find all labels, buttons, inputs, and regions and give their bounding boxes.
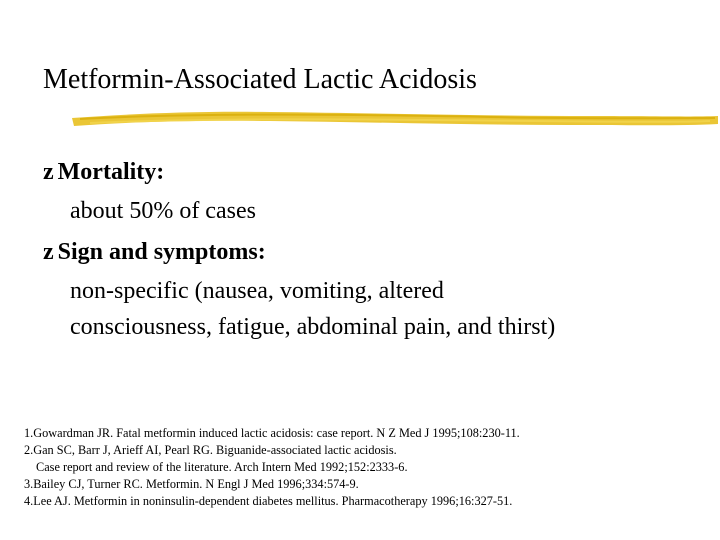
bullet-marker-icon: z bbox=[43, 159, 54, 185]
bullet-label: Mortality: bbox=[57, 159, 165, 185]
bullet-text-line: non-specific (nausea, vomiting, altered bbox=[70, 278, 444, 304]
bullet-label: Sign and symptoms: bbox=[57, 239, 266, 265]
slide-title: Metformin-Associated Lactic Acidosis bbox=[43, 64, 477, 95]
reference-item: 1.Gowardman JR. Fatal metformin induced lactic acidosis: case report. N Z Med J 1995;108:230-11. bbox=[24, 426, 520, 440]
reference-item: 4.Lee AJ. Metformin in noninsulin-dependent diabetes mellitus. Pharmacotherapy 1996;16:327-51. bbox=[24, 494, 513, 508]
title-underline-decoration bbox=[70, 104, 720, 130]
reference-item: 3.Bailey CJ, Turner RC. Metformin. N Engl J Med 1996;334:574-9. bbox=[24, 477, 359, 491]
bullet-mortality bbox=[43, 157, 164, 187]
bullet-symptoms bbox=[43, 237, 266, 267]
bullet-text-line: about 50% of cases bbox=[70, 198, 256, 224]
references bbox=[24, 425, 520, 510]
reference-item: 2.Gan SC, Barr J, Arieff AI, Pearl RG. Biguanide-associated lactic acidosis. bbox=[24, 443, 397, 457]
bullet-marker-icon: z bbox=[43, 239, 54, 265]
reference-item-continuation: Case report and review of the literature. Arch Intern Med 1992;152:2333-6. bbox=[36, 460, 408, 474]
bullet-text-line: consciousness, fatigue, abdominal pain, and thirst) bbox=[70, 314, 556, 340]
